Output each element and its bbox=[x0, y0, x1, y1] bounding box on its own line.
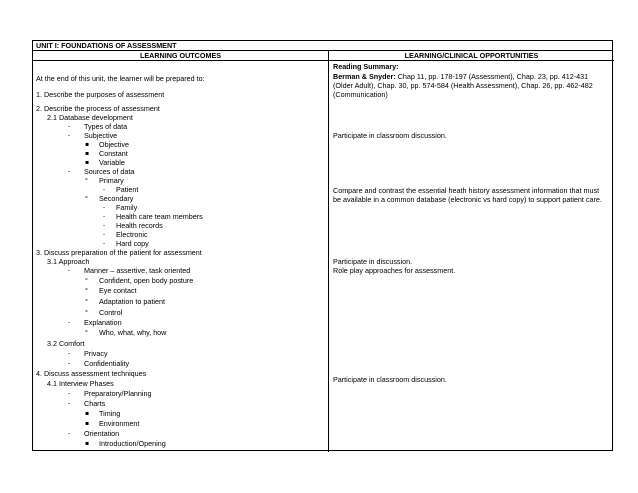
syllabus-table bbox=[32, 40, 613, 451]
reading-summary-text bbox=[333, 72, 609, 99]
list-marker: - bbox=[68, 430, 71, 437]
outcome-3: 3. Discuss preparation of the patient for assessment bbox=[36, 248, 202, 257]
list-item: Control bbox=[99, 308, 123, 317]
list-marker: - bbox=[68, 168, 71, 175]
list-item: Orientation bbox=[84, 429, 120, 438]
opportunity-roleplay: Role play approaches for assessment. bbox=[333, 266, 456, 275]
list-item: Confident, open body posture bbox=[99, 276, 194, 285]
reading-citation: Chap 11, pp. 178-197 (Assessment), Chap. 23, pp. 412-431 (Older Adult), Chap. 30, pp. 574-584 (Health Assessment), Chap. 26, pp. 462-482 (Communication) bbox=[333, 72, 593, 99]
list-item: Manner – assertive, task oriented bbox=[84, 266, 191, 275]
header-learning-opportunities: LEARNING/CLINICAL OPPORTUNITIES bbox=[329, 51, 614, 61]
list-marker: - bbox=[103, 231, 106, 238]
list-item: Variable bbox=[99, 158, 125, 167]
list-marker: ▪ bbox=[85, 410, 90, 417]
list-item: Health records bbox=[116, 221, 163, 230]
list-marker: ° bbox=[85, 286, 88, 295]
list-marker: - bbox=[103, 222, 106, 229]
header-learning-outcomes: LEARNING OUTCOMES bbox=[33, 51, 329, 61]
list-marker: ▪ bbox=[85, 420, 90, 427]
list-item: Subjective bbox=[84, 131, 118, 140]
list-item: Explanation bbox=[84, 318, 122, 327]
list-marker: - bbox=[68, 132, 71, 139]
list-marker: - bbox=[103, 186, 106, 193]
outcomes-intro: At the end of this unit, the learner will be prepared to: bbox=[36, 74, 205, 83]
list-item: Adaptation to patient bbox=[99, 297, 165, 306]
list-marker: ° bbox=[85, 308, 88, 317]
outcome-3-2: 3.2 Comfort bbox=[47, 339, 85, 348]
list-item: Timing bbox=[99, 409, 121, 418]
opportunity-compare: Compare and contrast the essential heath history assessment information that must be available in a common database (electronic vs hard copy) to support patient care. bbox=[333, 186, 602, 204]
list-marker: - bbox=[103, 213, 106, 220]
unit-title: UNIT I: FOUNDATIONS OF ASSESSMENT bbox=[33, 41, 612, 51]
list-item: Privacy bbox=[84, 349, 108, 358]
list-marker: - bbox=[68, 319, 71, 326]
list-item: Hard copy bbox=[116, 239, 149, 248]
list-marker: - bbox=[68, 267, 71, 274]
list-item: Environment bbox=[99, 419, 140, 428]
list-marker: - bbox=[68, 390, 71, 397]
list-item: Preparatory/Planning bbox=[84, 389, 152, 398]
list-item: Primary bbox=[99, 176, 124, 185]
list-marker: - bbox=[103, 240, 106, 247]
list-item: Secondary bbox=[99, 194, 134, 203]
reading-summary-title: Reading Summary: bbox=[333, 62, 399, 71]
opportunity-discussion-3: Participate in classroom discussion. bbox=[333, 375, 447, 384]
list-marker: ▪ bbox=[85, 159, 90, 166]
outcome-4-1: 4.1 Interview Phases bbox=[47, 379, 114, 388]
list-item: Eye contact bbox=[99, 286, 137, 295]
opportunity-discussion-1: Participate in classroom discussion. bbox=[333, 131, 447, 140]
list-marker: - bbox=[68, 400, 71, 407]
list-marker: ° bbox=[85, 328, 88, 337]
list-item: Constant bbox=[99, 149, 128, 158]
list-item: Types of data bbox=[84, 122, 128, 131]
list-marker: - bbox=[68, 123, 71, 130]
list-item: Health care team members bbox=[116, 212, 203, 221]
list-marker: ▪ bbox=[85, 440, 90, 447]
reading-author: Berman & Snyder: bbox=[333, 72, 396, 81]
list-marker: ▪ bbox=[85, 150, 90, 157]
list-marker: ° bbox=[85, 194, 88, 203]
list-marker: ° bbox=[85, 276, 88, 285]
column-divider bbox=[328, 61, 329, 452]
list-marker: ° bbox=[85, 297, 88, 306]
list-item: Introduction/Opening bbox=[99, 439, 166, 448]
list-marker: - bbox=[68, 360, 71, 367]
list-item: Electronic bbox=[116, 230, 148, 239]
outcome-2-1: 2.1 Database development bbox=[47, 113, 133, 122]
list-item: Family bbox=[116, 203, 138, 212]
outcome-3-1: 3.1 Approach bbox=[47, 257, 90, 266]
outcome-4: 4. Discuss assessment techniques bbox=[36, 369, 147, 378]
list-item: Sources of data bbox=[84, 167, 135, 176]
list-marker: - bbox=[68, 350, 71, 357]
list-item: Charts bbox=[84, 399, 106, 408]
list-marker: ▪ bbox=[85, 141, 90, 148]
outcome-2: 2. Describe the process of assessment bbox=[36, 104, 160, 113]
list-item: Objective bbox=[99, 140, 129, 149]
list-item: Patient bbox=[116, 185, 139, 194]
list-marker: ° bbox=[85, 176, 88, 185]
list-item: Who, what, why, how bbox=[99, 328, 167, 337]
opportunity-discussion-2: Participate in discussion. bbox=[333, 257, 413, 266]
outcome-1: 1. Describe the purposes of assessment bbox=[36, 90, 165, 99]
list-marker: - bbox=[103, 204, 106, 211]
list-item: Confidentiality bbox=[84, 359, 130, 368]
